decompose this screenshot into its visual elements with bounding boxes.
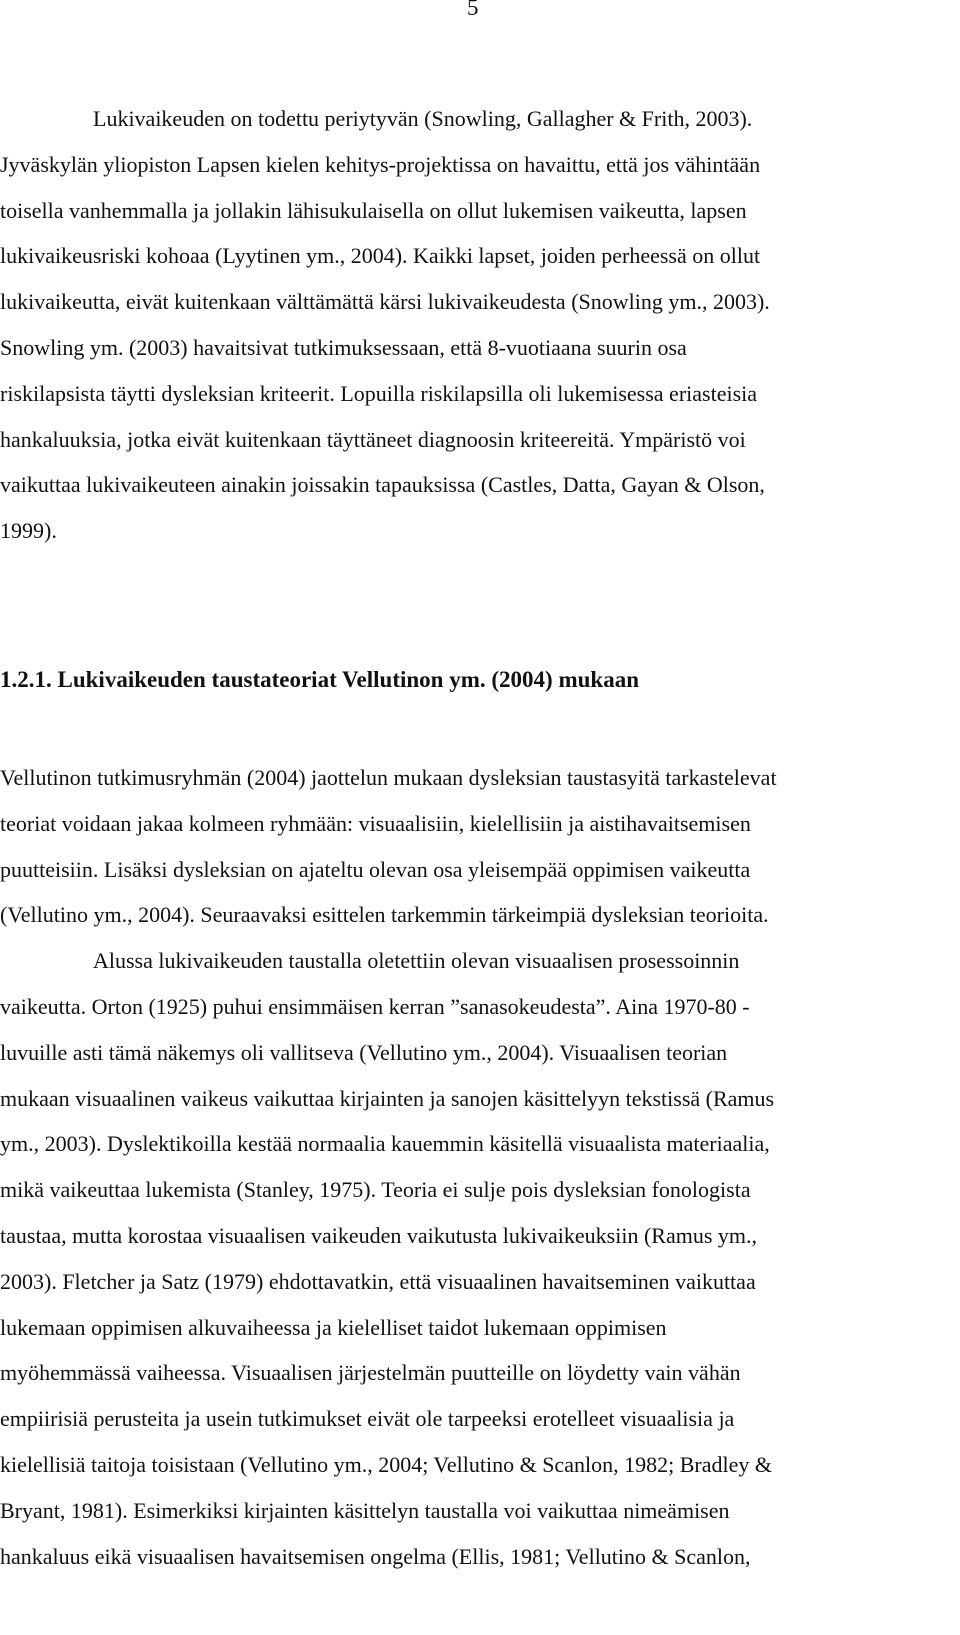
- text-line: toisella vanhemmalla ja jollakin lähisukulaisella on ollut lukemisen vaikeutta, lapsen: [0, 197, 747, 223]
- text-line: Lukivaikeuden on todettu periytyvän (Snowling, Gallagher & Frith, 2003).: [93, 106, 753, 131]
- text-line: vaikeutta. Orton (1925) puhui ensimmäisen kerran ”sanasokeudesta”. Aina 1970-80 -: [0, 993, 750, 1019]
- text-line: lukivaikeutta, eivät kuitenkaan välttämättä kärsi lukivaikeudesta (Snowling ym., 2003).: [0, 289, 770, 315]
- text-line: Alussa lukivaikeuden taustalla oletettiin olevan visuaalisen prosessoinnin: [93, 948, 740, 974]
- text-line: hankaluus eikä visuaalisen havaitsemisen ongelma (Ellis, 1981; Vellutino & Scanlon,: [0, 1543, 751, 1569]
- text-line: 1999).: [0, 518, 57, 544]
- text-line: mukaan visuaalinen vaikeus vaikuttaa kirjainten ja sanojen käsittelyyn tekstissä (Ramus: [0, 1085, 775, 1111]
- text-line: lukivaikeusriski kohoaa (Lyytinen ym., 2004). Kaikki lapset, joiden perheessä on ollut: [0, 243, 761, 269]
- paragraph-heredity: [0, 96, 958, 554]
- text-line: ym., 2003). Dyslektikoilla kestää normaalia kauemmin käsitellä visuaalista materiaalia,: [0, 1131, 770, 1157]
- section-heading: 1.2.1. Lukivaikeuden taustateoriat Vellutinon ym. (2004) mukaan: [0, 667, 639, 692]
- text-line: Vellutinon tutkimusryhmän (2004) jaottelun mukaan dysleksian taustasyitä tarkastelevat: [0, 765, 777, 790]
- text-line: myöhemmässä vaiheessa. Visuaalisen järjestelmän puutteille on löydetty vain vähän: [0, 1360, 741, 1386]
- text-line: Bryant, 1981). Esimerkiksi kirjainten käsittelyn taustalla voi vaikuttaa nimeämisen: [0, 1497, 730, 1523]
- text-line: teoriat voidaan jakaa kolmeen ryhmään: visuaalisiin, kielellisiin ja aistihavaitsemisen: [0, 810, 751, 836]
- text-line: 2003). Fletcher ja Satz (1979) ehdottavatkin, että visuaalinen havaitseminen vaikuttaa: [0, 1268, 756, 1294]
- text-line: puutteisiin. Lisäksi dysleksian on ajateltu olevan osa yleisempää oppimisen vaikeutta: [0, 856, 751, 882]
- text-line: Jyväskylän yliopiston Lapsen kielen kehitys-projektissa on havaittu, että jos vähintään: [0, 151, 761, 177]
- text-line: luvuille asti tämä näkemys oli vallitseva (Vellutino ym., 2004). Visuaalisen teorian: [0, 1039, 728, 1065]
- text-line: lukemaan oppimisen alkuvaiheessa ja kielelliset taidot lukemaan oppimisen: [0, 1314, 667, 1340]
- text-line: empiirisiä perusteita ja usein tutkimukset eivät ole tarpeeksi erotelleet visuaalisia ja: [0, 1406, 735, 1432]
- text-line: mikä vaikeuttaa lukemista (Stanley, 1975). Teoria ei sulje pois dysleksian fonologista: [0, 1177, 751, 1203]
- paragraph-theories: [0, 755, 958, 1579]
- page-number: 5: [467, 0, 479, 20]
- text-line: vaikuttaa lukivaikeuteen ainakin joissakin tapauksissa (Castles, Datta, Gayan & Olson,: [0, 472, 765, 498]
- text-line: Snowling ym. (2003) havaitsivat tutkimuksessaan, että 8-vuotiaana suurin osa: [0, 334, 687, 360]
- text-line: taustaa, mutta korostaa visuaalisen vaikeuden vaikutusta lukivaikeuksiin (Ramus ym.,: [0, 1222, 758, 1248]
- text-line: kielellisiä taitoja toisistaan (Vellutino ym., 2004; Vellutino & Scanlon, 1982; Bradley &: [0, 1451, 772, 1477]
- text-line: (Vellutino ym., 2004). Seuraavaksi esittelen tarkemmin tärkeimpiä dysleksian teorioita.: [0, 902, 769, 928]
- text-line: hankaluuksia, jotka eivät kuitenkaan täyttäneet diagnoosin kriteereitä. Ympäristö voi: [0, 426, 746, 452]
- text-line: riskilapsista täytti dysleksian kriteerit. Lopuilla riskilapsilla oli lukemisessa eriasteisia: [0, 380, 758, 406]
